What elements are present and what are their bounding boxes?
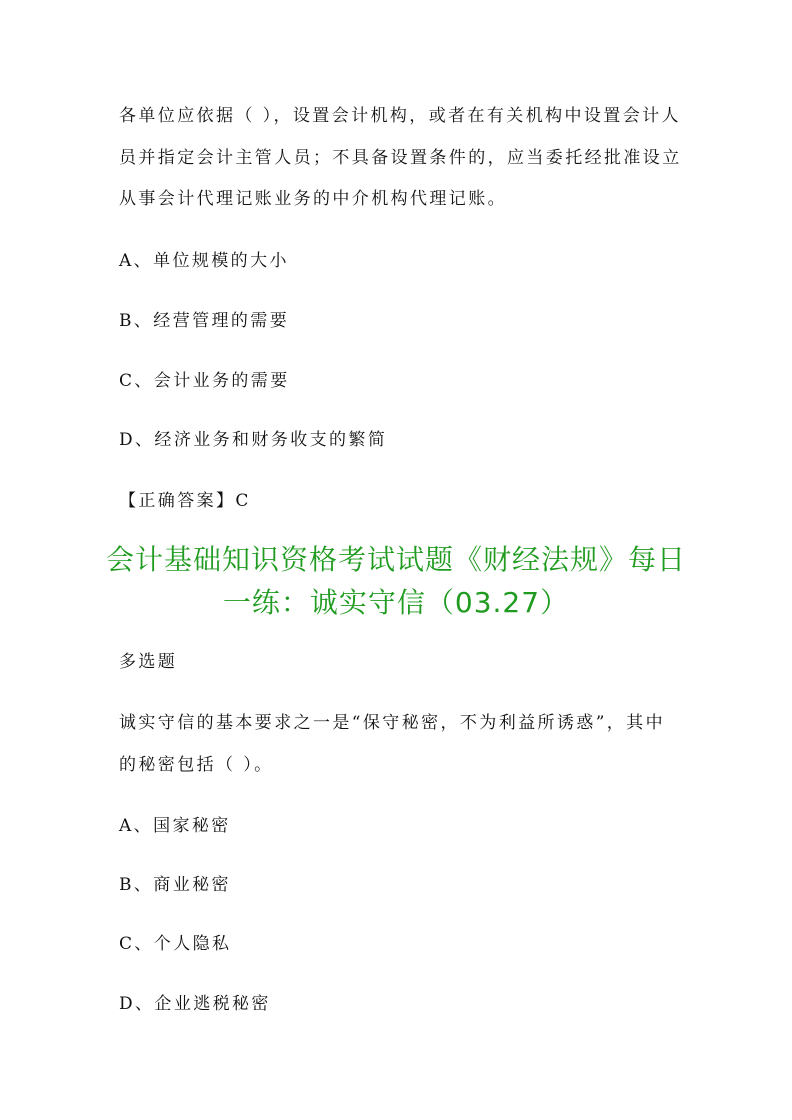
question1-stem-line-1: 各单位应依据（ ），设置会计机构，或者在有关机构中设置会计人 xyxy=(119,106,681,126)
question2-stem-line-1: 诚实守信的基本要求之一是“保守秘密，不为利益所诱惑”，其中 xyxy=(119,713,665,733)
question2-option-d: D、企业逃税秘密 xyxy=(119,994,271,1014)
question2-option-c: C、个人隐私 xyxy=(119,934,232,954)
question1-option-d: D、经济业务和财务收支的繁简 xyxy=(119,430,388,450)
question1-option-c: C、会计业务的需要 xyxy=(119,371,290,391)
question1-answer: 【正确答案】C xyxy=(119,491,251,511)
question2-type: 多选题 xyxy=(119,652,178,672)
question2-stem-line-2: 的秘密包括（ ）。 xyxy=(119,755,274,775)
question1-option-a: A、单位规模的大小 xyxy=(119,251,289,271)
question1-stem-line-2: 员并指定会计主管人员；不具备设置条件的，应当委托经批准设立 xyxy=(119,148,682,168)
question2-option-b: B、商业秘密 xyxy=(119,875,231,895)
section-title-line-2: 一练：诚实守信（03.27） xyxy=(222,586,570,619)
question1-stem-line-3: 从事会计代理记账业务的中介机构代理记账。 xyxy=(119,189,507,209)
section-title-line-1: 会计基础知识资格考试试题《财经法规》每日 xyxy=(105,543,686,576)
question1-option-b: B、经营管理的需要 xyxy=(119,311,290,331)
question2-option-a: A、国家秘密 xyxy=(119,816,231,836)
